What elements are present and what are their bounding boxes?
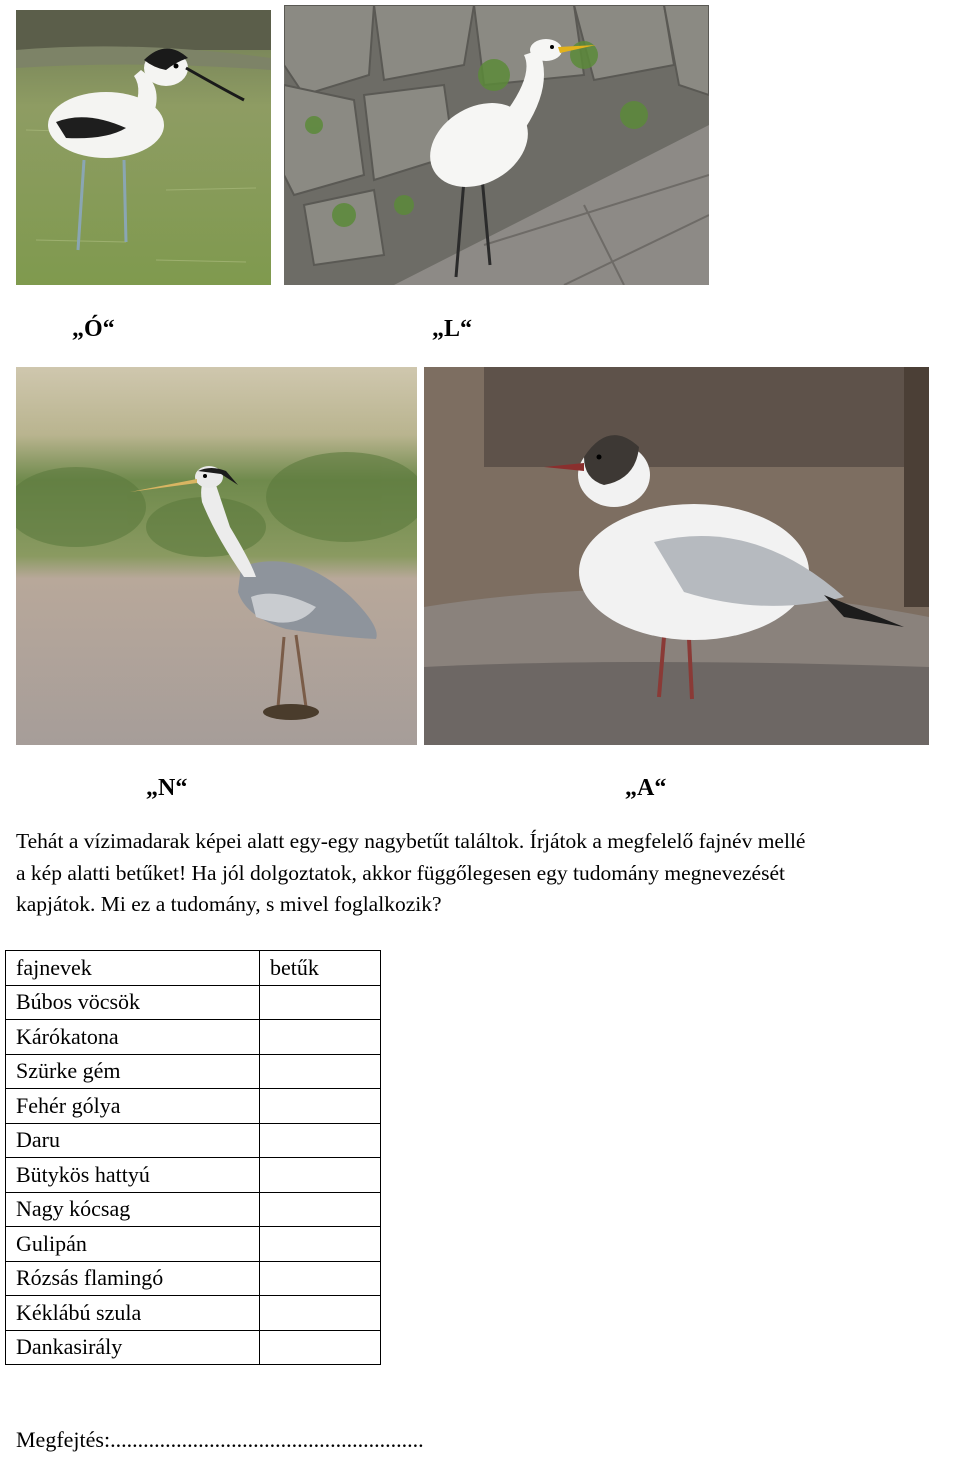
species-name: Gulipán [6, 1227, 260, 1262]
letter-cell[interactable] [260, 1227, 381, 1262]
letter-cell[interactable] [260, 1296, 381, 1331]
answer-line[interactable]: Megfejtés:......................................................... [16, 1427, 424, 1452]
column-header-letters: betűk [260, 951, 381, 986]
species-name: Búbos vöcsök [6, 985, 260, 1020]
species-name: Kéklábú szula [6, 1296, 260, 1331]
species-name: Fehér gólya [6, 1089, 260, 1124]
letter-cell[interactable] [260, 1054, 381, 1089]
letter-cell[interactable] [260, 1192, 381, 1227]
species-name: Bütykös hattyú [6, 1158, 260, 1193]
table-row [6, 1296, 381, 1331]
table-header-row [6, 951, 381, 986]
instructions-line: kapjátok. Mi ez a tudomány, s mivel foglalkozik? [16, 892, 442, 916]
great-egret-photo [284, 5, 709, 285]
photo-caption-3: „N“ [146, 775, 188, 801]
table-row [6, 1227, 381, 1262]
species-table [5, 950, 381, 1365]
instructions-line: Tehát a vízimadarak képei alatt egy-egy nagybetűt találtok. Írjátok a megfelelő fajnév mellé [16, 829, 806, 853]
letter-cell[interactable] [260, 985, 381, 1020]
letter-cell[interactable] [260, 1158, 381, 1193]
letter-cell[interactable] [260, 1261, 381, 1296]
table-row [6, 985, 381, 1020]
photo-caption-2: „L“ [432, 316, 473, 342]
table-row [6, 1158, 381, 1193]
photo-caption-4: „A“ [625, 775, 667, 801]
column-header-species: fajnevek [6, 951, 260, 986]
species-name: Dankasirály [6, 1330, 260, 1365]
table-row [6, 1089, 381, 1124]
species-name: Daru [6, 1123, 260, 1158]
letter-cell[interactable] [260, 1020, 381, 1055]
table-row [6, 1020, 381, 1055]
grey-heron-photo [16, 367, 417, 745]
table-row [6, 1330, 381, 1365]
species-name: Rózsás flamingó [6, 1261, 260, 1296]
instructions-line: a kép alatti betűket! Ha jól dolgoztatok, akkor függőlegesen egy tudomány megnevezését [16, 860, 785, 885]
letter-cell[interactable] [260, 1123, 381, 1158]
species-name: Szürke gém [6, 1054, 260, 1089]
photo-caption-1: „Ó“ [72, 316, 115, 342]
instructions-paragraph [16, 826, 960, 921]
letter-cell[interactable] [260, 1330, 381, 1365]
table-row [6, 1123, 381, 1158]
letter-cell[interactable] [260, 1089, 381, 1124]
black-headed-gull-photo [424, 367, 929, 745]
avocet-photo [16, 10, 271, 285]
table-row [6, 1261, 381, 1296]
species-name: Kárókatona [6, 1020, 260, 1055]
table-row [6, 1192, 381, 1227]
species-name: Nagy kócsag [6, 1192, 260, 1227]
table-row [6, 1054, 381, 1089]
